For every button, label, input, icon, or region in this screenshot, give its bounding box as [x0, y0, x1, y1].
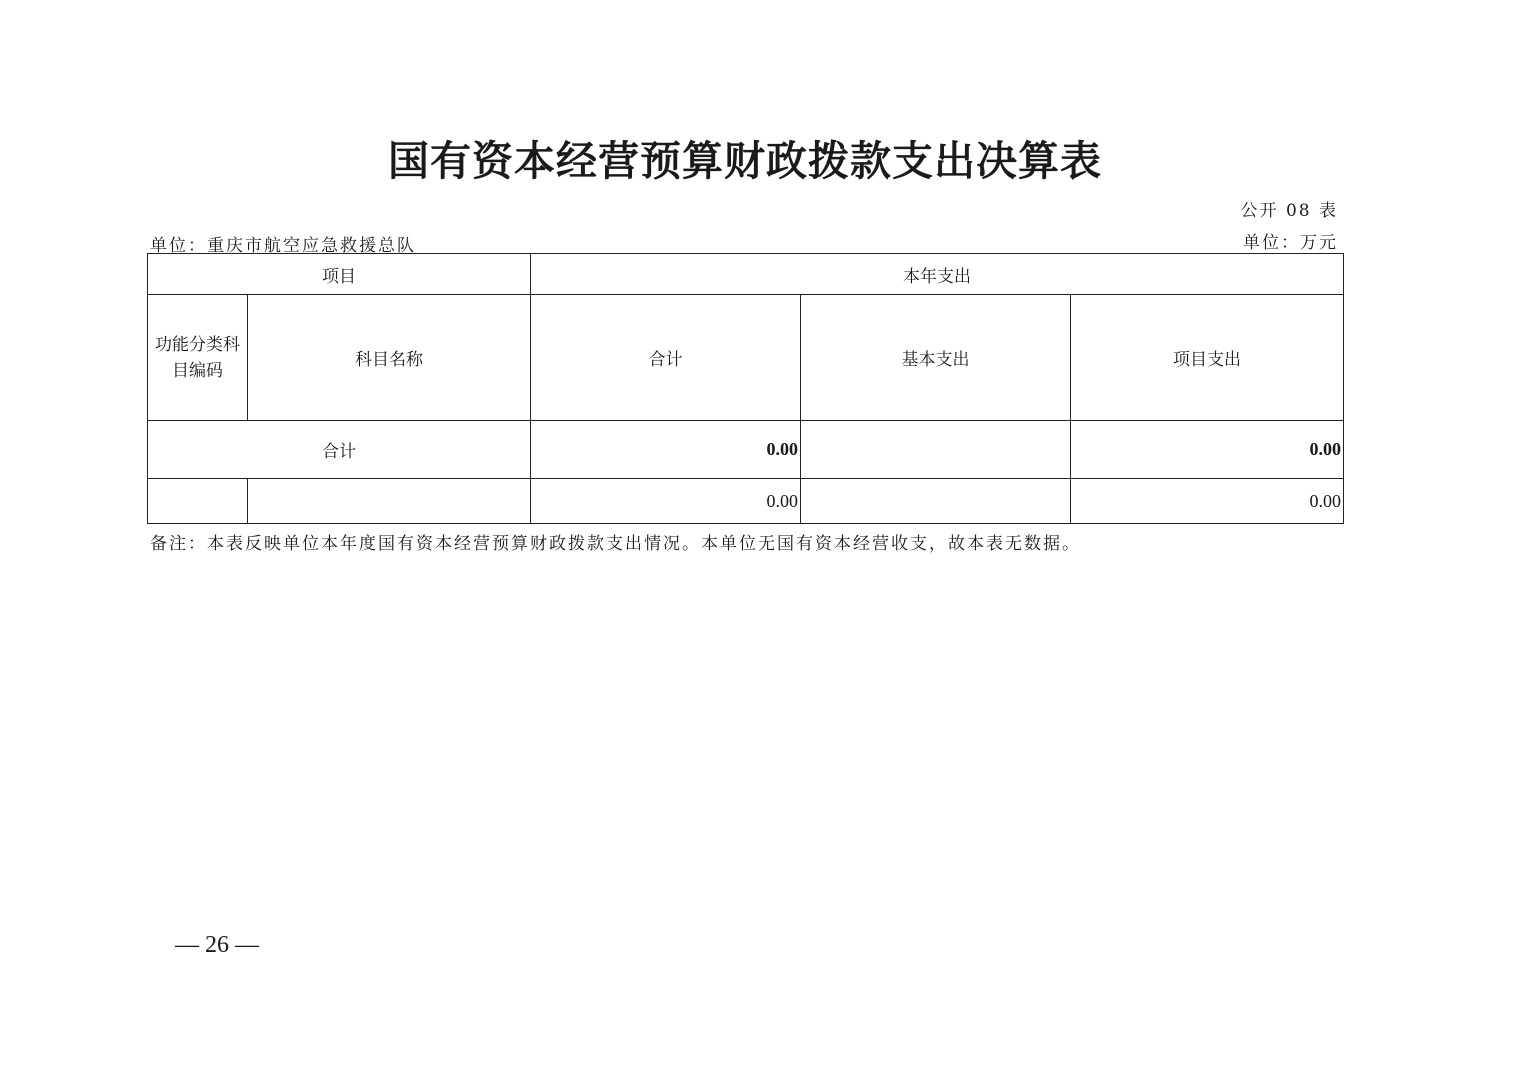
table-row [148, 479, 1344, 524]
header-project-expense: 项目支出 [1071, 295, 1344, 421]
total-row-basic [801, 421, 1071, 479]
header-basic-expense: 基本支出 [801, 295, 1071, 421]
page-title: 国有资本经营预算财政拨款支出决算表 [388, 137, 1102, 185]
form-number: 公开 08 表 [1240, 201, 1338, 221]
unit-organization: 单位：重庆市航空应急救援总队 [150, 236, 416, 256]
row-total: 0.00 [531, 479, 801, 524]
table-note: 备注：本表反映单位本年度国有资本经营预算财政拨款支出情况。本单位无国有资本经营收支，故本表无数据。 [150, 534, 1081, 554]
total-row-total: 0.00 [531, 421, 801, 479]
total-row-label: 合计 [148, 421, 531, 479]
total-row-project: 0.00 [1071, 421, 1344, 479]
header-year-expense: 本年支出 [531, 254, 1344, 295]
table-header-row-2 [148, 295, 1344, 421]
row-project: 0.00 [1071, 479, 1344, 524]
row-name [248, 479, 531, 524]
table-header-row-1 [148, 254, 1344, 295]
header-item: 项目 [148, 254, 531, 295]
row-code [148, 479, 248, 524]
header-function-code: 功能分类科目编码 [148, 295, 248, 421]
header-subject-name: 科目名称 [248, 295, 531, 421]
header-total: 合计 [531, 295, 801, 421]
page-number: — 26 — [175, 932, 259, 958]
row-basic [801, 479, 1071, 524]
table-row-total [148, 421, 1344, 479]
expenditure-table [147, 253, 1344, 524]
unit-currency: 单位：万元 [1243, 233, 1338, 253]
